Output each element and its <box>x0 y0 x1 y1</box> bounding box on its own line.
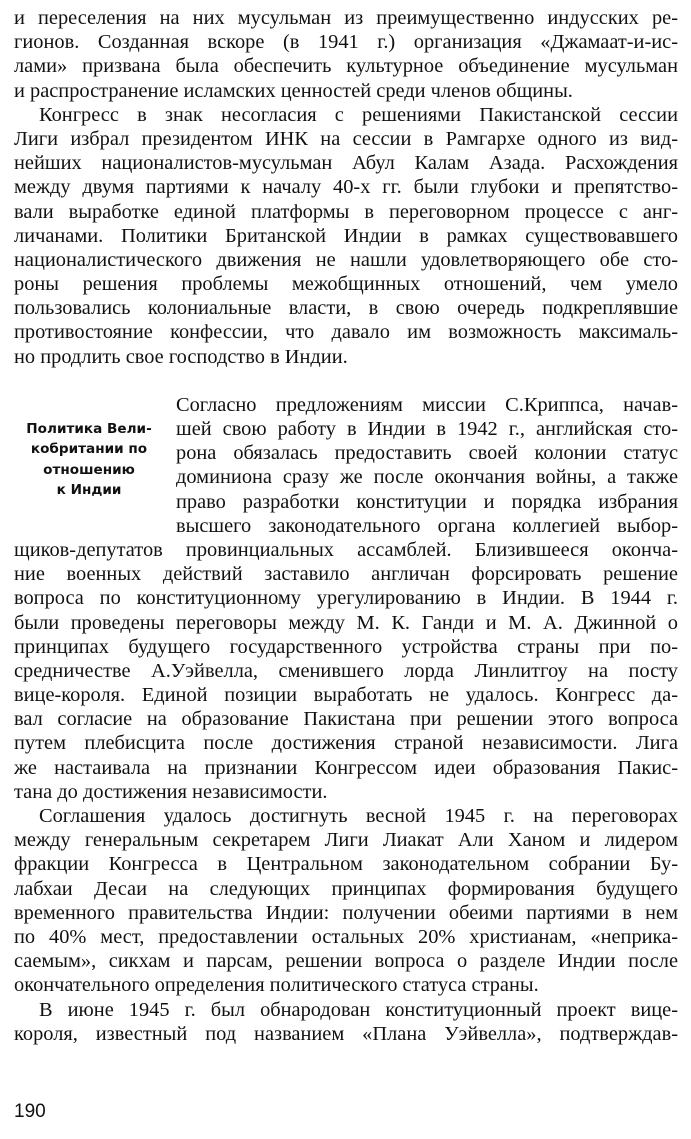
text-line: путем плебисцита после достижения страной независимости. Лига <box>14 732 678 755</box>
side-heading-line: кобритании по <box>30 441 148 458</box>
text-line: были проведены переговоры между М. К. Ганди и М. А. Джинной о <box>14 611 678 634</box>
section-gap <box>14 369 678 393</box>
text-line: гионов. Созданная вскоре (в 1941 г.) организация «Джамаат-и-ис- <box>14 31 678 54</box>
side-heading-line: к Индии <box>56 482 122 499</box>
text-line: короля, известный под названием «Плана Уэйвелла», подтверждав- <box>14 1022 678 1045</box>
text-line: и распространение исламских ценностей среди членов общины. <box>14 79 573 102</box>
page-number: 190 <box>14 1101 46 1122</box>
text-line: личанами. Политики Британской Индии в рамках существовавшего <box>14 224 678 247</box>
text-line: высшего законодательного органа коллегией выбор- <box>176 514 678 537</box>
text-line: между генеральным секретарем Лиги Лиакат Али Ханом и лидером <box>14 829 678 852</box>
text-line: но продлить свое господство в Индии. <box>14 345 348 368</box>
paragraph-5 <box>14 998 678 1046</box>
text-line: саемым», сикхам и парсам, решении вопроса о разделе Индии после <box>14 950 678 973</box>
text-line: окончательного определения политического статуса страны. <box>14 974 539 997</box>
text-line: Конгресс в знак несогласия с решениями Пакистанской сессии <box>39 103 678 126</box>
text-line: вопроса по конституционному урегулированию в Индии. В 1944 г. <box>14 587 678 610</box>
text-line: тана до достижения независимости. <box>14 780 328 803</box>
text-line: щиков-депутатов провинциальных ассамблей. Близившееся оконча- <box>14 538 678 561</box>
paragraph-3-side-text <box>176 393 678 538</box>
text-line: шей свою работу в Индии в 1942 г., английская сто- <box>176 418 678 440</box>
text-line: Согласно предложениям миссии С.Криппса, начав- <box>176 393 678 416</box>
text-line: роны решения проблемы межобщинных отношений, чем умело <box>14 273 678 296</box>
paragraph-4 <box>14 804 678 998</box>
text-line: Соглашения удалось достигнуть весной 1945 г. на переговорах <box>39 805 678 827</box>
paragraph-2 <box>14 103 678 369</box>
text-line: националистического движения не нашли удовлетворяющего обе сто- <box>14 248 678 271</box>
page-body <box>14 6 678 1046</box>
side-heading-line: отношению <box>43 461 135 478</box>
text-line: лами» призвана была обеспечить культурное объединение мусульман <box>14 55 678 78</box>
side-heading-block <box>14 393 678 538</box>
text-line: доминиона сразу же после окончания войны, а также <box>176 466 678 489</box>
side-heading-line: Политика Вели- <box>26 420 152 437</box>
text-line: вали выработке единой платформы в переговорном процессе с анг- <box>14 200 678 223</box>
text-line: принципах будущего государственного устройства страны при по- <box>14 635 678 658</box>
text-line: ние военных действий заставило англичан форсировать решение <box>14 563 678 586</box>
text-line: вице-короля. Единой позиции выработать не удалось. Конгресс да- <box>14 684 678 707</box>
side-heading <box>14 419 164 501</box>
text-line: Лиги избрал президентом ИНК на сессии в Рамгархе одного из вид- <box>14 127 678 150</box>
text-line: В июне 1945 г. был обнародован конституционный проект вице- <box>39 998 678 1021</box>
text-line: право разработки конституции и порядка избрания <box>176 490 678 513</box>
text-line: по 40% мест, предоставлении остальных 20% христианам, «неприка- <box>14 925 678 948</box>
paragraph-1 <box>14 6 678 103</box>
text-line: нейших националистов-мусульман Абул Калам Азада. Расхождения <box>14 152 678 175</box>
text-line: же настаивала на признании Конгрессом идеи образования Пакис- <box>14 756 678 779</box>
text-line: пользовались колониальные власти, в свою очередь подкреплявшие <box>14 297 678 320</box>
text-line: противостояние конфессии, что давало им возможность максималь- <box>14 321 678 344</box>
text-line: рона обязалась предоставить своей колонии статус <box>176 442 678 465</box>
text-line: фракции Конгресса в Центральном законодательном собрании Бу- <box>14 853 678 876</box>
text-line: вал согласие на образование Пакистана при решении этого вопроса <box>14 708 678 731</box>
text-line: средничестве А.Уэйвелла, сменившего лорда Линлитгоу на посту <box>14 659 678 682</box>
text-line: между двумя партиями к началу 40-х гг. были глубоки и препятство- <box>14 176 678 199</box>
text-line: временного правительства Индии: получении обеими партиями в нем <box>14 901 678 924</box>
paragraph-3 <box>14 538 678 804</box>
text-line: лабхаи Десаи на следующих принципах формирования будущего <box>14 877 678 900</box>
text-line: и переселения на них мусульман из преимущественно индусских ре- <box>14 7 678 29</box>
